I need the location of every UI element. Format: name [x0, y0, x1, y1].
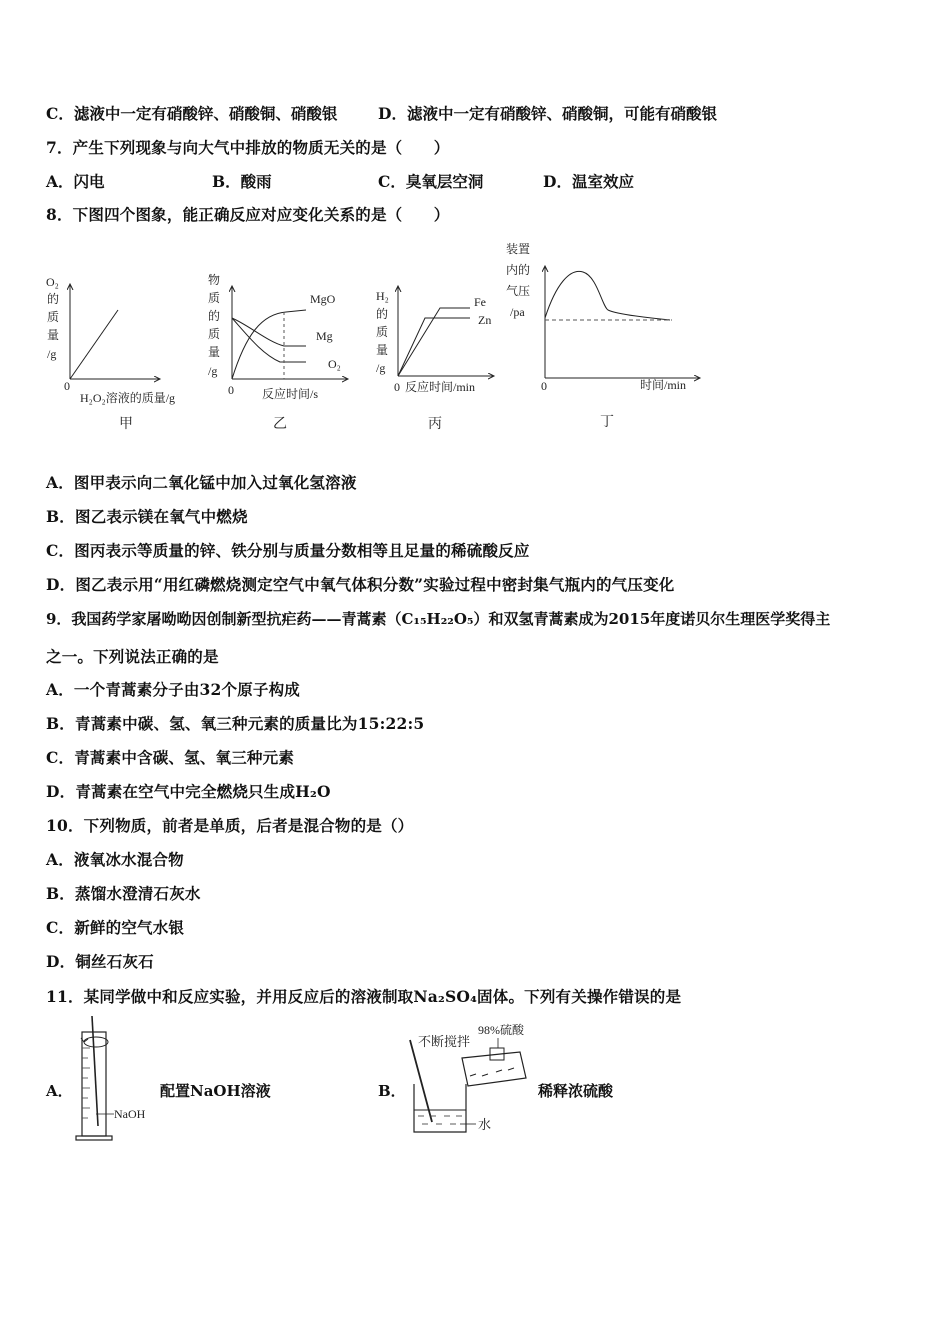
- bing-ylabel-4: /g: [376, 361, 386, 375]
- yi-ylabel-0: 物: [208, 273, 221, 287]
- jia-line: [70, 310, 118, 379]
- yi-curve-mg: [232, 318, 306, 346]
- q9-option-c: C．青蒿素中含碳、氢、氧三种元素: [46, 748, 295, 767]
- bing-ylabel-2: 质: [376, 325, 389, 339]
- q11-option-a-caption: 配置NaOH溶液: [160, 1082, 271, 1100]
- bing-curve-zn: [398, 318, 470, 376]
- ding-ylabel-0: 装置: [506, 242, 531, 256]
- yi-xlabel: 反应时间/s: [262, 387, 319, 401]
- yi-ylabel-1: 质: [208, 291, 221, 305]
- yi-curve-mgo: [232, 310, 306, 379]
- graph-bing: [376, 286, 494, 432]
- ding-ylabel-1: 内的: [506, 263, 531, 277]
- stir-label: 不断搅拌: [418, 1034, 471, 1049]
- q11-option-b-figure: [400, 1018, 540, 1142]
- graph-ding: [506, 241, 700, 430]
- ding-origin: 0: [541, 379, 547, 393]
- q6-option-d: D．滤液中一定有硝酸锌、硝酸铜，可能有硝酸银: [378, 104, 717, 123]
- q10-option-a: A．液氧冰水混合物: [46, 850, 184, 869]
- q8-option-c: C．图丙表示等质量的锌、铁分别与质量分数相等且足量的稀硫酸反应: [46, 541, 530, 560]
- yi-caption: 乙: [273, 417, 287, 432]
- q7-option-d: D．温室效应: [543, 172, 634, 191]
- ding-curve: [545, 271, 670, 320]
- bing-ylabel-0: H₂: [376, 289, 389, 303]
- acid-label: 98%硫酸: [478, 1023, 524, 1037]
- q9-option-a: A．一个青蒿素分子由32个原子构成: [46, 680, 300, 699]
- bing-origin: 0: [394, 380, 400, 394]
- water-dashes: [418, 1116, 462, 1124]
- jia-origin: 0: [64, 379, 70, 393]
- q11-option-b-letter: B．: [378, 1082, 406, 1100]
- q8-stem: 8．下图四个图象，能正确反应对应变化关系的是（ ）: [46, 205, 450, 224]
- yi-curve-label-o2: O₂: [328, 357, 341, 371]
- q11-option-a-figure: [70, 1012, 170, 1144]
- jia-xlabel: H₂O₂溶液的质量/g: [80, 391, 176, 405]
- cylinder-graduations: [82, 1048, 90, 1118]
- jia-ylabel-1: 的: [47, 292, 60, 306]
- q8-option-b: B．图乙表示镁在氧气中燃烧: [46, 507, 248, 526]
- q8-option-d: D．图乙表示用“用红磷燃烧测定空气中氧气体积分数”实验过程中密封集气瓶内的气压变化: [46, 575, 675, 594]
- bing-ylabel-3: 量: [376, 343, 389, 357]
- ding-xlabel: 时间/min: [640, 378, 687, 392]
- q10-option-d: D．铜丝石灰石: [46, 952, 154, 971]
- yi-ylabel-3: 质: [208, 327, 221, 341]
- q8-option-a: A．图甲表示向二氧化锰中加入过氧化氢溶液: [46, 473, 357, 492]
- q10-option-c: C．新鲜的空气水银: [46, 918, 185, 937]
- yi-origin: 0: [228, 383, 234, 397]
- naoh-label: NaOH: [114, 1107, 146, 1121]
- q7-option-c: C．臭氧层空洞: [378, 172, 484, 191]
- q6-option-c: C．滤液中一定有硝酸锌、硝酸铜、硝酸银: [46, 104, 338, 123]
- jia-ylabel-4: /g: [47, 347, 57, 361]
- q11-stem: 11．某同学做中和反应实验，并用反应后的溶液制取Na₂SO₄固体。下列有关操作错误的是: [46, 987, 682, 1006]
- bing-caption: 丙: [428, 417, 442, 432]
- ding-ylabel-2: 气压: [506, 284, 531, 298]
- q7-option-b: B．酸雨: [212, 172, 272, 191]
- cylinder-base: [76, 1136, 112, 1140]
- bing-ylabel-1: 的: [376, 307, 389, 321]
- graph-jia: [46, 275, 175, 432]
- yi-curve-label-mg: Mg: [316, 329, 333, 343]
- q11-option-b-caption: 稀释浓硫酸: [538, 1082, 614, 1100]
- ding-caption: 丁: [600, 415, 614, 430]
- acid-bottle: [462, 1052, 526, 1086]
- jia-caption: 甲: [119, 417, 133, 432]
- q9-option-b: B．青蒿素中碳、氢、氧三种元素的质量比为15:22:5: [46, 714, 425, 733]
- jia-ylabel-3: 量: [47, 328, 60, 342]
- yi-ylabel-4: 量: [208, 345, 221, 359]
- yi-ylabel-2: 的: [208, 309, 221, 323]
- stirring-arrow: [84, 1037, 108, 1047]
- q10-option-b: B．蒸馏水澄清石灰水: [46, 884, 201, 903]
- q10-stem: 10．下列物质，前者是单质，后者是混合物的是（）: [46, 816, 414, 835]
- water-label: 水: [478, 1117, 492, 1132]
- q9-stem-line2: 之一。下列说法正确的是: [46, 647, 219, 666]
- ding-ylabel-3: /pa: [510, 305, 525, 319]
- yi-curve-label-mgo: MgO: [310, 292, 336, 306]
- bing-curve-label-fe: Fe: [474, 295, 486, 309]
- q9-stem-line1: 9．我国药学家屠呦呦因创制新型抗疟药——青蒿素（C₁₅H₂₂O₅）和双氢青蒿素成为2015年度诺贝尔生理医学奖得主: [46, 610, 831, 628]
- jia-ylabel-0: O₂: [46, 275, 59, 289]
- yi-ylabel-5: /g: [208, 364, 218, 378]
- q7-stem: 7．产生下列现象与向大气中排放的物质无关的是（ ）: [46, 138, 450, 157]
- jia-ylabel-2: 质: [47, 310, 60, 324]
- q7-option-a: A．闪电: [46, 172, 105, 191]
- beaker: [414, 1084, 466, 1132]
- bing-xlabel: 反应时间/min: [405, 380, 476, 394]
- graph-yi: [208, 272, 348, 432]
- bing-curve-label-zn: Zn: [478, 313, 492, 327]
- q8-graphs-figure: [0, 236, 950, 436]
- q9-option-d: D．青蒿素在空气中完全燃烧只生成H₂O: [46, 782, 331, 801]
- q11-option-a-letter: A．: [46, 1082, 73, 1100]
